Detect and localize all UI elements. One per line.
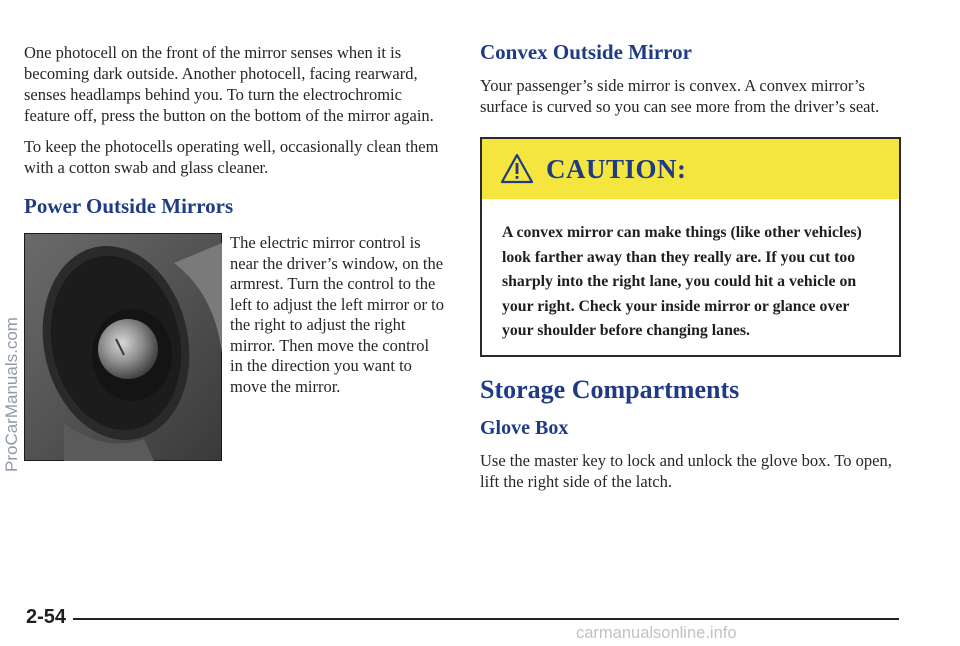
glove-box-heading: Glove Box bbox=[480, 417, 569, 439]
power-outside-mirrors-heading: Power Outside Mirrors bbox=[24, 194, 234, 218]
watermark: ProCarManuals.com bbox=[2, 317, 21, 472]
caution-box bbox=[480, 137, 901, 357]
power-mirror-text bbox=[230, 233, 444, 397]
left-column bbox=[24, 42, 444, 473]
power-mirror-paragraph: The electric mirror control is near the driver’s window, on the armrest. Turn the control to the left to adjust the left mirror or to the right to adjust the right mirror. Then move the control in the direction you want to move the mirror. bbox=[230, 233, 444, 396]
glove-box-paragraph: Use the master key to lock and unlock the glove box. To open, lift the right side of the latch. bbox=[480, 451, 892, 491]
photocell-paragraph: One photocell on the front of the mirror senses when it is becoming dark outside. Another photocell, facing rearward, senses headlamps behind you. To turn the electrochromic feature off, press the button on the bottom of the mirror again. bbox=[24, 43, 434, 125]
convex-mirror-paragraph: Your passenger’s side mirror is convex. A convex mirror’s surface is curved so you can see more from the driver’s seat. bbox=[480, 76, 880, 116]
page-number: 2-54 bbox=[26, 606, 67, 628]
photocell-cleaning-paragraph: To keep the photocells operating well, occasionally clean them with a cotton swab and glass cleaner. bbox=[24, 137, 439, 177]
convex-outside-mirror-heading: Convex Outside Mirror bbox=[480, 40, 692, 64]
storage-compartments-heading: Storage Compartments bbox=[480, 375, 740, 404]
mirror-control-photo bbox=[24, 233, 222, 461]
warning-triangle-icon bbox=[500, 153, 534, 185]
right-column bbox=[480, 40, 905, 492]
caution-header bbox=[482, 139, 899, 199]
site-credit: carmanualsonline.info bbox=[576, 624, 737, 642]
footer-rule bbox=[73, 618, 899, 620]
power-mirror-section bbox=[24, 233, 444, 473]
caution-title: CAUTION: bbox=[546, 153, 687, 184]
caution-body: A convex mirror can make things (like other vehicles) look farther away than they really are. If you cut too sharply into the right lane, you could hit a vehicle on your right. Check your inside mirror or glance over your shoulder before changing lanes. bbox=[502, 224, 862, 339]
